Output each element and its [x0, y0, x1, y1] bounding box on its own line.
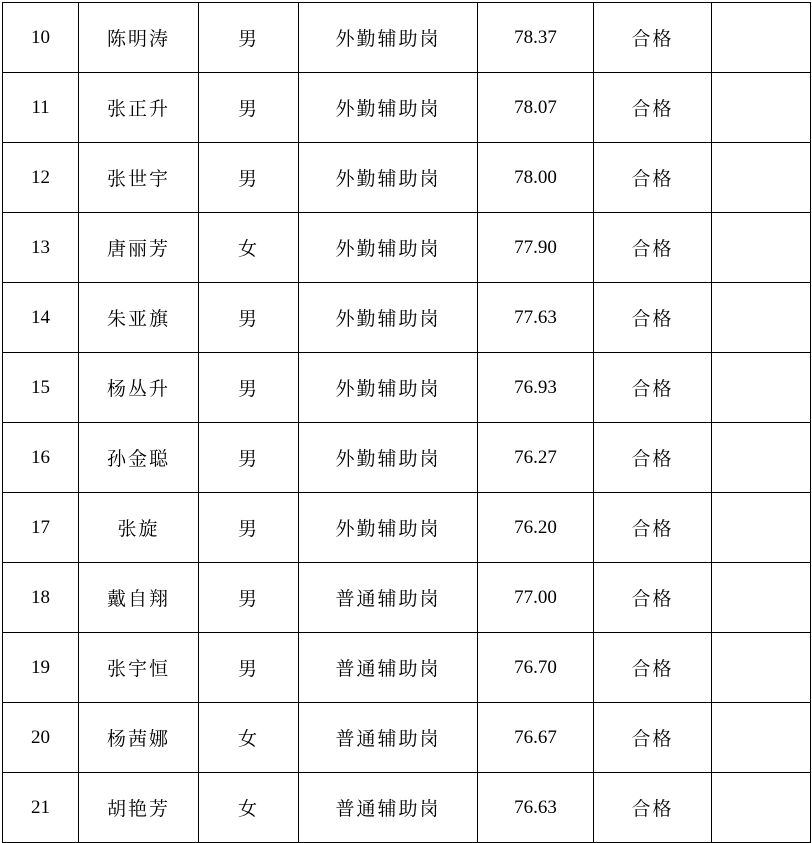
position-cell: 外勤辅助岗 — [299, 283, 478, 353]
row-number-cell: 17 — [3, 493, 79, 563]
position-cell: 普通辅助岗 — [299, 633, 478, 703]
row-number-cell: 15 — [3, 353, 79, 423]
result-cell: 合格 — [594, 353, 712, 423]
result-cell: 合格 — [594, 493, 712, 563]
remark-cell — [712, 3, 811, 73]
result-cell: 合格 — [594, 143, 712, 213]
row-number-cell: 14 — [3, 283, 79, 353]
remark-cell — [712, 773, 811, 843]
table-row — [3, 283, 811, 353]
table-row — [3, 493, 811, 563]
table-row — [3, 143, 811, 213]
table-row — [3, 423, 811, 493]
results-table — [2, 2, 811, 843]
gender-cell: 女 — [199, 703, 299, 773]
row-number-cell: 12 — [3, 143, 79, 213]
result-cell: 合格 — [594, 213, 712, 283]
score-cell: 76.70 — [478, 633, 594, 703]
gender-cell: 女 — [199, 213, 299, 283]
result-cell: 合格 — [594, 633, 712, 703]
position-cell: 外勤辅助岗 — [299, 3, 478, 73]
gender-cell: 男 — [199, 73, 299, 143]
gender-cell: 男 — [199, 353, 299, 423]
name-cell: 戴自翔 — [79, 563, 199, 633]
row-number-cell: 19 — [3, 633, 79, 703]
name-cell: 张正升 — [79, 73, 199, 143]
gender-cell: 男 — [199, 493, 299, 563]
row-number-cell: 13 — [3, 213, 79, 283]
score-cell: 76.27 — [478, 423, 594, 493]
name-cell: 杨丛升 — [79, 353, 199, 423]
table-row — [3, 703, 811, 773]
remark-cell — [712, 73, 811, 143]
name-cell: 陈明涛 — [79, 3, 199, 73]
score-cell: 77.00 — [478, 563, 594, 633]
result-cell: 合格 — [594, 423, 712, 493]
document-page — [2, 2, 810, 843]
remark-cell — [712, 283, 811, 353]
row-number-cell: 11 — [3, 73, 79, 143]
table-row — [3, 73, 811, 143]
result-cell: 合格 — [594, 3, 712, 73]
table-row — [3, 633, 811, 703]
name-cell: 唐丽芳 — [79, 213, 199, 283]
remark-cell — [712, 143, 811, 213]
gender-cell: 男 — [199, 3, 299, 73]
name-cell: 张宇恒 — [79, 633, 199, 703]
score-cell: 77.90 — [478, 213, 594, 283]
result-cell: 合格 — [594, 283, 712, 353]
name-cell: 杨茜娜 — [79, 703, 199, 773]
result-cell: 合格 — [594, 563, 712, 633]
gender-cell: 男 — [199, 563, 299, 633]
name-cell: 孙金聪 — [79, 423, 199, 493]
gender-cell: 男 — [199, 143, 299, 213]
row-number-cell: 10 — [3, 3, 79, 73]
score-cell: 76.67 — [478, 703, 594, 773]
position-cell: 普通辅助岗 — [299, 563, 478, 633]
position-cell: 普通辅助岗 — [299, 773, 478, 843]
row-number-cell: 16 — [3, 423, 79, 493]
score-cell: 78.37 — [478, 3, 594, 73]
remark-cell — [712, 703, 811, 773]
table-row — [3, 563, 811, 633]
table-body — [3, 3, 811, 843]
score-cell: 77.63 — [478, 283, 594, 353]
table-row — [3, 213, 811, 283]
name-cell: 张世宇 — [79, 143, 199, 213]
position-cell: 外勤辅助岗 — [299, 73, 478, 143]
score-cell: 76.20 — [478, 493, 594, 563]
result-cell: 合格 — [594, 703, 712, 773]
gender-cell: 男 — [199, 423, 299, 493]
remark-cell — [712, 493, 811, 563]
position-cell: 外勤辅助岗 — [299, 493, 478, 563]
score-cell: 78.07 — [478, 73, 594, 143]
gender-cell: 男 — [199, 283, 299, 353]
row-number-cell: 20 — [3, 703, 79, 773]
score-cell: 76.93 — [478, 353, 594, 423]
position-cell: 外勤辅助岗 — [299, 353, 478, 423]
table-row — [3, 773, 811, 843]
name-cell: 朱亚旗 — [79, 283, 199, 353]
remark-cell — [712, 213, 811, 283]
gender-cell: 男 — [199, 633, 299, 703]
score-cell: 76.63 — [478, 773, 594, 843]
position-cell: 外勤辅助岗 — [299, 213, 478, 283]
position-cell: 普通辅助岗 — [299, 703, 478, 773]
result-cell: 合格 — [594, 773, 712, 843]
name-cell: 胡艳芳 — [79, 773, 199, 843]
result-cell: 合格 — [594, 73, 712, 143]
remark-cell — [712, 353, 811, 423]
table-row — [3, 3, 811, 73]
remark-cell — [712, 563, 811, 633]
row-number-cell: 18 — [3, 563, 79, 633]
remark-cell — [712, 633, 811, 703]
remark-cell — [712, 423, 811, 493]
table-row — [3, 353, 811, 423]
name-cell: 张旋 — [79, 493, 199, 563]
position-cell: 外勤辅助岗 — [299, 423, 478, 493]
score-cell: 78.00 — [478, 143, 594, 213]
gender-cell: 女 — [199, 773, 299, 843]
position-cell: 外勤辅助岗 — [299, 143, 478, 213]
row-number-cell: 21 — [3, 773, 79, 843]
